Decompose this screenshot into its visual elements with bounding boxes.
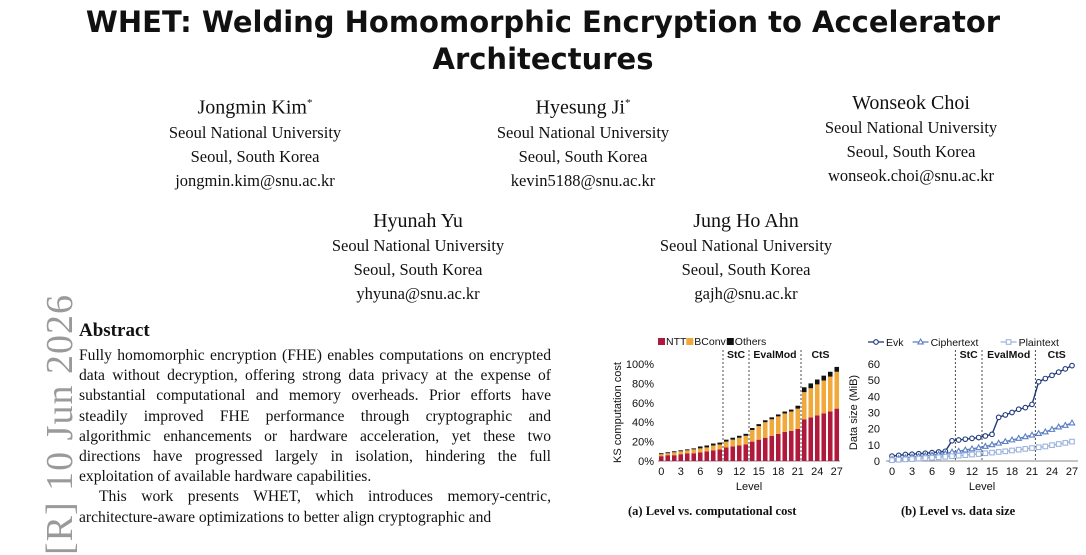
data-point (1050, 443, 1055, 448)
author-email[interactable]: yhyuna@snu.ac.kr (356, 284, 480, 303)
data-point (989, 442, 994, 447)
data-point (1030, 446, 1035, 451)
x-tick-label: 27 (830, 466, 843, 478)
bar-segment (717, 445, 722, 450)
bar-segment (828, 372, 833, 377)
data-point (1003, 413, 1008, 418)
title-line-2: Architectures (432, 42, 654, 76)
bar-segment (808, 383, 813, 388)
data-point (1003, 439, 1008, 444)
bar-segment (789, 431, 794, 461)
bar-segment (724, 442, 729, 448)
author-affiliation: Seoul National University (824, 118, 998, 137)
arxiv-sidebar (0, 265, 81, 555)
data-point (1023, 434, 1028, 439)
bar-segment (691, 448, 696, 449)
data-point (1003, 449, 1008, 454)
abstract-body (79, 346, 551, 528)
author-name: Wonseok Choi (852, 92, 970, 114)
data-point (943, 454, 948, 459)
region-label: StC (726, 349, 746, 361)
bar-segment (704, 447, 709, 451)
bar-segment (782, 412, 787, 414)
bar-segment (750, 428, 755, 430)
data-point (996, 415, 1001, 420)
region-label: StC (959, 349, 978, 361)
bar-segment (776, 414, 781, 416)
bar-segment (815, 415, 820, 461)
bar-segment (776, 434, 781, 461)
x-tick-label: 24 (1045, 466, 1059, 478)
bar-segment (730, 446, 735, 461)
x-tick-label: 0 (888, 466, 896, 478)
data-point (1043, 376, 1048, 381)
data-point (1036, 431, 1041, 436)
legend-marker (874, 340, 879, 345)
author-affiliation: Seoul National University (659, 236, 833, 255)
data-point (930, 455, 935, 460)
data-point (923, 456, 928, 461)
legend-marker (1006, 340, 1011, 345)
x-tick-label: 18 (1005, 466, 1019, 478)
bar-segment (659, 456, 664, 461)
x-tick-label: 0 (658, 466, 665, 478)
chart-a-computational-cost (606, 330, 846, 528)
data-point (1056, 370, 1061, 375)
bar-segment (815, 384, 820, 415)
data-point (963, 447, 968, 452)
data-point (896, 457, 901, 462)
author-email[interactable]: wonseok.choi@snu.ac.kr (828, 166, 994, 185)
data-point (903, 457, 908, 462)
bar-segment (782, 413, 787, 431)
author-email[interactable]: jongmin.kim@snu.ac.kr (175, 170, 335, 190)
arxiv-sidebar-text: [R] 10 Jun 2026 (39, 294, 81, 555)
bar-segment (743, 434, 748, 436)
x-tick-label: 3 (677, 466, 684, 478)
data-point (1010, 448, 1015, 453)
data-point (1023, 405, 1028, 410)
bar-segment (789, 412, 794, 431)
y-tick-label: 0 (873, 456, 880, 468)
bar-segment (821, 380, 826, 413)
author-location: Seoul, South Korea (518, 146, 648, 166)
x-tick-label: 15 (752, 466, 765, 478)
bar-segment (828, 412, 833, 461)
data-point (976, 435, 981, 440)
bar-segment (802, 392, 807, 419)
x-tick-label: 27 (1065, 466, 1079, 478)
data-point (1063, 441, 1068, 446)
bar-segment (769, 419, 774, 435)
bar-segment (776, 416, 781, 433)
legend-swatch (658, 338, 665, 345)
abstract-paragraph: This work presents WHET, which introduces memory-centric, architecture-aware optimizations to better align cryptographic and (79, 488, 551, 526)
author-block (433, 90, 733, 193)
bar-segment (717, 443, 722, 445)
bar-segment (815, 380, 820, 385)
y-tick-label: 60 (867, 359, 880, 371)
data-point (950, 454, 955, 459)
data-point (1010, 410, 1015, 415)
data-point (990, 432, 995, 437)
bar-segment (808, 388, 813, 417)
author-block (268, 208, 568, 306)
x-axis-label: Level (735, 481, 763, 493)
y-axis-label: KS computation cost (612, 362, 624, 463)
author-block (596, 208, 896, 306)
y-tick-label: 80% (631, 378, 654, 391)
bar-segment (782, 432, 787, 461)
x-axis-label: Level (968, 481, 996, 493)
y-tick-label: 40 (867, 391, 880, 404)
y-axis-label: Data size (MiB) (848, 374, 860, 451)
y-tick-label: 50 (867, 375, 880, 388)
author-affiliation: Seoul National University (331, 236, 505, 255)
bar-segment (756, 426, 761, 440)
x-tick-label: 6 (697, 466, 704, 478)
x-tick-label: 21 (791, 466, 804, 478)
bar-segment (724, 447, 729, 461)
bar-segment (659, 454, 664, 456)
bar-segment (665, 453, 670, 455)
bar-segment (698, 446, 703, 448)
region-label: EvalMod (753, 349, 797, 361)
y-tick-label: 30 (867, 407, 880, 420)
data-point (1056, 442, 1061, 447)
y-tick-label: 20 (867, 423, 880, 436)
author-block (105, 90, 405, 193)
bar-segment (769, 436, 774, 461)
bar-segment (672, 452, 677, 455)
x-tick-label: 6 (928, 466, 936, 478)
bar-segment (834, 367, 839, 372)
bar-segment (704, 451, 709, 461)
bar-segment (678, 450, 683, 451)
data-point (1049, 427, 1054, 432)
chart-b-data-size (846, 330, 1082, 528)
bar-segment (691, 453, 696, 461)
data-point (976, 452, 981, 457)
bar-segment (711, 445, 716, 450)
data-point (956, 438, 961, 443)
data-point (1036, 445, 1041, 450)
data-point (1043, 429, 1048, 434)
x-tick-label: 12 (733, 466, 746, 478)
x-tick-label: 15 (985, 466, 999, 478)
region-label: CtS (811, 349, 830, 361)
bar-segment (717, 449, 722, 461)
data-point (1023, 447, 1028, 452)
region-label: EvalMod (987, 349, 1031, 361)
bar-segment (678, 454, 683, 461)
bar-segment (678, 451, 683, 454)
x-tick-label: 3 (908, 466, 916, 478)
data-point (983, 444, 988, 449)
legend-label: Others (734, 336, 767, 348)
data-point (983, 434, 988, 439)
bar-segment (769, 417, 774, 419)
bar-segment (763, 420, 768, 422)
bar-segment (698, 448, 703, 452)
bar-segment (672, 451, 677, 452)
bar-segment (737, 445, 742, 461)
bar-segment (756, 440, 761, 461)
legend-marker (918, 339, 923, 344)
data-point (970, 436, 975, 441)
data-point (1016, 407, 1021, 412)
bar-segment (685, 453, 690, 461)
bar-segment (828, 377, 833, 412)
bar-segment (808, 417, 813, 461)
x-tick-label: 21 (1025, 466, 1039, 478)
author-name: Jongmin Kim (197, 96, 307, 119)
figure-caption-a: (a) Level vs. computational cost (628, 504, 797, 518)
data-point (949, 449, 954, 454)
y-tick-label: 40% (631, 417, 654, 430)
data-point (1056, 424, 1061, 429)
data-point (1070, 439, 1075, 444)
bar-segment (750, 430, 755, 442)
data-point (950, 438, 955, 443)
bar-segment (685, 449, 690, 450)
data-point (1030, 402, 1035, 407)
data-point (1016, 435, 1021, 440)
author-name: Jung Ho Ahn (693, 210, 799, 232)
data-point (1069, 420, 1074, 425)
legend-label: BConv (694, 336, 726, 348)
bar-segment (737, 438, 742, 446)
bar-segment (802, 387, 807, 392)
equal-contribution-mark: * (624, 97, 631, 109)
equal-contribution-mark: * (306, 97, 313, 109)
data-point (983, 451, 988, 456)
bar-segment (834, 372, 839, 409)
bar-segment (711, 450, 716, 461)
title-line-1: WHET: Welding Homomorphic Encryption to Accelerator (85, 5, 1001, 39)
legend-label: Evk (886, 337, 904, 349)
data-point (996, 440, 1001, 445)
author-name: Hyunah Yu (373, 210, 463, 232)
data-point (1009, 437, 1014, 442)
bar-segment (795, 429, 800, 461)
data-point (910, 457, 915, 462)
bar-segment (672, 455, 677, 461)
data-point (890, 458, 895, 463)
data-point (936, 455, 941, 460)
figure-caption-b: (b) Level vs. data size (901, 504, 1016, 518)
bar-segment (685, 450, 690, 453)
bar-segment (802, 419, 807, 461)
author-location: Seoul, South Korea (353, 260, 483, 279)
author-email[interactable]: gajh@snu.ac.kr (694, 284, 798, 303)
data-point (956, 448, 961, 453)
x-tick-label: 9 (716, 466, 723, 478)
data-point (976, 445, 981, 450)
author-location: Seoul, South Korea (190, 146, 320, 166)
data-point (990, 450, 995, 455)
x-tick-label: 24 (811, 466, 824, 478)
bar-segment (821, 413, 826, 461)
data-point (916, 456, 921, 461)
data-point (1036, 379, 1041, 384)
bar-segment (763, 438, 768, 461)
y-tick-label: 20% (631, 436, 654, 449)
y-tick-label: 60% (631, 397, 654, 410)
bar-segment (691, 449, 696, 453)
data-point (956, 453, 961, 458)
data-point (969, 446, 974, 451)
data-point (1016, 447, 1021, 452)
bar-segment (698, 452, 703, 461)
bar-segment (750, 442, 755, 461)
data-point (1070, 363, 1075, 368)
data-point (1063, 367, 1068, 372)
legend-label: NTT (666, 336, 687, 348)
bar-segment (834, 409, 839, 461)
author-block (761, 90, 1061, 188)
data-point (1029, 432, 1034, 437)
bar-segment (724, 440, 729, 442)
bar-segment (795, 409, 800, 429)
bar-segment (730, 438, 735, 440)
legend-swatch (686, 338, 693, 345)
bar-segment (743, 445, 748, 461)
bar-segment (704, 445, 709, 447)
data-point (996, 450, 1001, 455)
bar-segment (756, 424, 761, 426)
data-point (1050, 373, 1055, 378)
bar-segment (711, 444, 716, 446)
y-tick-label: 0% (638, 456, 654, 468)
y-tick-label: 10 (867, 439, 880, 452)
bar-segment (743, 436, 748, 445)
bar-segment (665, 452, 670, 453)
author-name: Hyesung Ji (535, 96, 625, 119)
legend-label: Ciphertext (930, 337, 979, 349)
bar-segment (737, 436, 742, 438)
author-location: Seoul, South Korea (846, 142, 976, 161)
y-tick-label: 100% (625, 359, 654, 371)
abstract-heading: Abstract (79, 320, 150, 341)
legend-swatch (727, 338, 734, 345)
x-tick-label: 12 (965, 466, 979, 478)
bar-segment (795, 406, 800, 409)
paper-title (0, 4, 1086, 78)
author-affiliation: Seoul National University (168, 122, 342, 142)
data-point (963, 437, 968, 442)
bar-segment (821, 376, 826, 381)
author-affiliation: Seoul National University (496, 122, 670, 142)
data-point (970, 452, 975, 457)
x-tick-label: 18 (772, 466, 785, 478)
data-point (963, 453, 968, 458)
abstract-paragraph: Fully homomorphic encryption (FHE) enables computations on encrypted data without decryption, offering strong data privacy at the expense of substantial computational and memory overheads. Prior efforts have steadily improved FHE performance through cryptographic and algorithmic enhancements or hardware acceleration, yet these two directions have progressed largely in isolation, hindering the full exploitation of available hardware capabilities. (79, 347, 551, 486)
bar-segment (730, 440, 735, 447)
bar-segment (763, 422, 768, 438)
author-email[interactable]: kevin5188@snu.ac.kr (510, 170, 656, 190)
region-label: CtS (1047, 349, 1066, 361)
bar-segment (789, 410, 794, 412)
author-location: Seoul, South Korea (681, 260, 811, 279)
bar-segment (665, 455, 670, 461)
bar-segment (659, 453, 664, 454)
data-point (1063, 423, 1068, 428)
x-tick-label: 9 (948, 466, 956, 478)
legend-label: Plaintext (1018, 337, 1059, 349)
data-point (1043, 444, 1048, 449)
